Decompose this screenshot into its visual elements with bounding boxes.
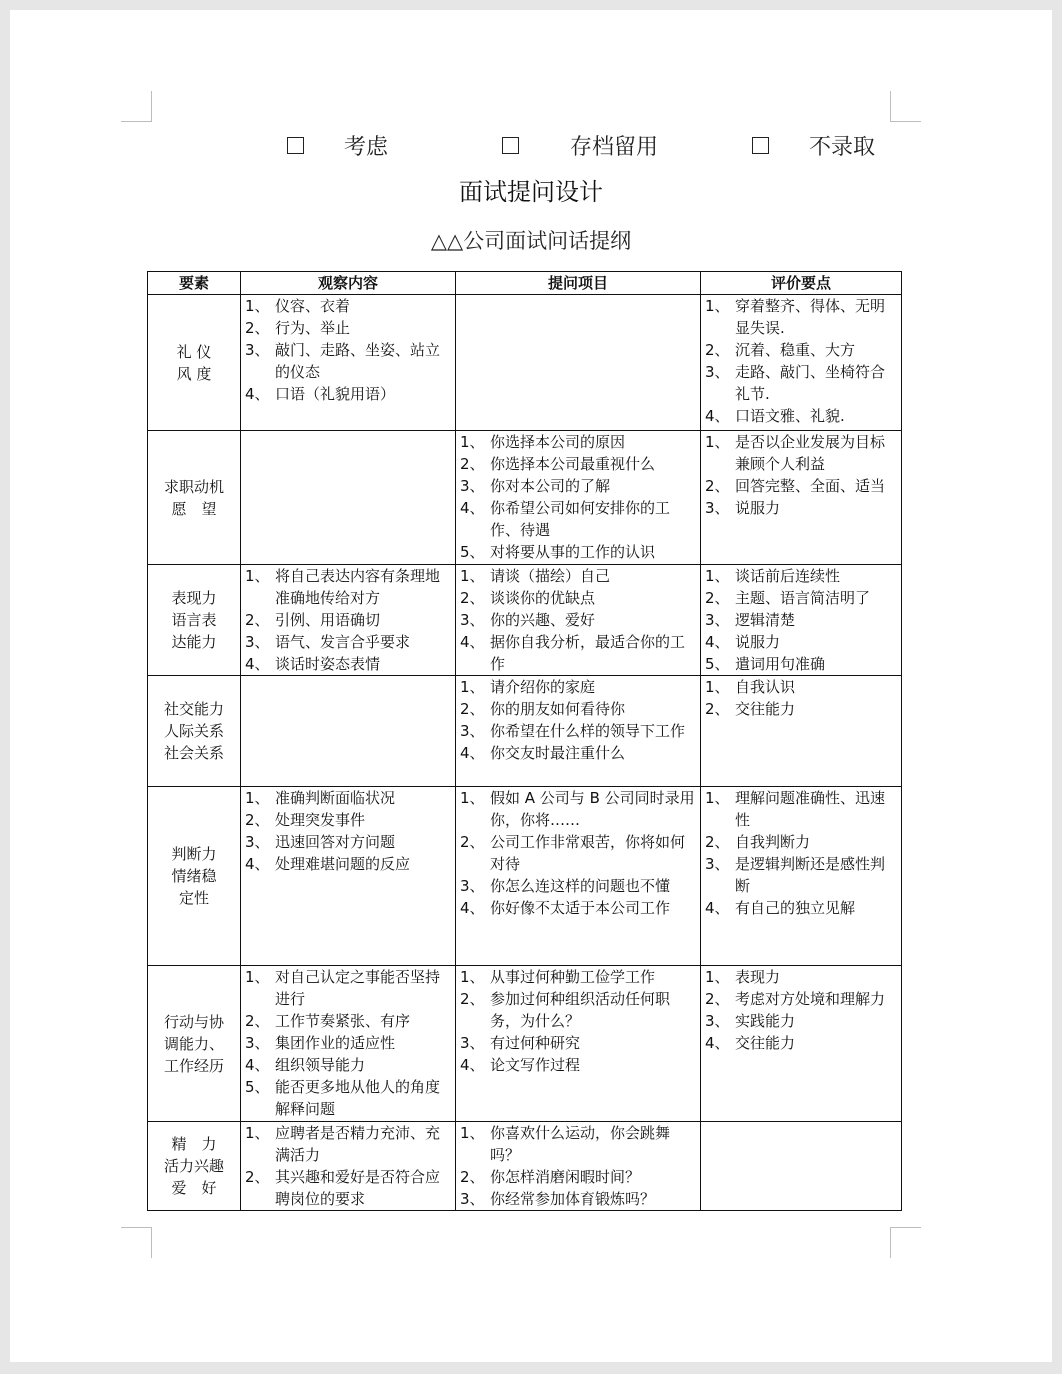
item-number: 3、: [460, 877, 485, 895]
list-item: [460, 720, 696, 742]
item-text: 准确判断面临状况: [275, 789, 396, 807]
table-row: [148, 431, 902, 565]
factor-line: 爱 好: [171, 1179, 217, 1197]
list-item: [460, 1054, 696, 1076]
item-number: 4、: [245, 1056, 270, 1074]
list-item: [460, 787, 696, 831]
item-text: 主题、语言简洁明了: [735, 589, 871, 607]
item-text: 理解问题准确性、迅速性: [735, 789, 886, 829]
observe-list: [245, 787, 451, 875]
factor-cell: [148, 676, 241, 787]
list-item: [705, 676, 897, 698]
list-item: [705, 565, 897, 587]
factor-cell: [148, 431, 241, 565]
item-number: 2、: [705, 477, 730, 495]
list-item: [460, 431, 696, 453]
checkbox-icon[interactable]: [502, 137, 519, 154]
item-text: 谈话前后连续性: [735, 567, 841, 585]
item-number: 2、: [705, 341, 730, 359]
list-item: [460, 831, 696, 875]
item-number: 1、: [245, 297, 270, 315]
list-item: [705, 853, 897, 897]
item-number: 4、: [705, 633, 730, 651]
item-text: 从事过何种勤工俭学工作: [490, 968, 656, 986]
item-number: 2、: [460, 700, 485, 718]
item-text: 将自己表达内容有条理地准确地传给对方: [275, 567, 441, 607]
list-item: [245, 565, 451, 609]
list-item: [460, 676, 696, 698]
header-factor: 要素: [148, 272, 241, 295]
item-number: 1、: [460, 433, 485, 451]
item-text: 处理突发事件: [275, 811, 366, 829]
item-number: 1、: [460, 968, 485, 986]
item-number: 4、: [460, 744, 485, 762]
item-text: 口语文雅、礼貌.: [735, 407, 845, 425]
item-number: 3、: [460, 611, 485, 629]
item-text: 请介绍你的家庭: [490, 678, 596, 696]
list-item: [460, 497, 696, 541]
item-number: 1、: [460, 678, 485, 696]
observe-cell: [241, 676, 456, 787]
item-number: 1、: [705, 968, 730, 986]
list-item: [245, 295, 451, 317]
list-item: [460, 1032, 696, 1054]
list-item: [705, 431, 897, 475]
questions-list: [460, 676, 696, 764]
item-number: 4、: [705, 407, 730, 425]
questions-cell: [456, 1122, 701, 1211]
item-text: 假如 A 公司与 B 公司同时录用你，你将……: [490, 789, 695, 829]
item-text: 你对本公司的了解: [490, 477, 611, 495]
list-item: [460, 875, 696, 897]
item-text: 实践能力: [735, 1012, 796, 1030]
list-item: [705, 475, 897, 497]
questions-cell: [456, 431, 701, 565]
list-item: [245, 1010, 451, 1032]
list-item: [245, 831, 451, 853]
questions-list: [460, 1122, 696, 1210]
item-text: 口语（礼貌用语）: [275, 385, 396, 403]
item-number: 4、: [705, 899, 730, 917]
item-text: 语气、发言合乎要求: [275, 633, 411, 651]
item-number: 4、: [245, 385, 270, 403]
list-item: [460, 1122, 696, 1166]
factor-line: 行动与协: [163, 1012, 224, 1031]
evaluation-list: [705, 966, 897, 1054]
factor-cell: [148, 1122, 241, 1211]
item-text: 交往能力: [735, 1034, 796, 1052]
crop-mark-bottom-right: [890, 1227, 921, 1258]
list-item: [245, 1032, 451, 1054]
item-number: 2、: [460, 990, 485, 1008]
item-text: 说服力: [735, 633, 781, 651]
table-row: [148, 676, 902, 787]
decision-options: [0, 130, 1062, 162]
item-text: 回答完整、全面、适当: [735, 477, 886, 495]
list-item: [245, 631, 451, 653]
questions-cell: [456, 565, 701, 676]
item-text: 集团作业的适应性: [275, 1034, 396, 1052]
item-text: 你交友时最注重什么: [490, 744, 626, 762]
list-item: [460, 587, 696, 609]
list-item: [245, 317, 451, 339]
list-item: [705, 698, 897, 720]
list-item: [460, 453, 696, 475]
observe-list: [245, 295, 451, 405]
item-number: 4、: [460, 1056, 485, 1074]
item-text: 对将要从事的工作的认识: [490, 543, 656, 561]
item-number: 3、: [245, 341, 270, 359]
item-number: 1、: [705, 789, 730, 807]
item-number: 1、: [460, 1124, 485, 1142]
list-item: [460, 966, 696, 988]
item-text: 自我判断力: [735, 833, 811, 851]
list-item: [245, 339, 451, 383]
factor-line: 语言表: [171, 611, 217, 629]
item-text: 考虑对方处境和理解力: [735, 990, 886, 1008]
item-number: 4、: [245, 855, 270, 873]
item-number: 1、: [245, 1124, 270, 1142]
item-number: 1、: [705, 678, 730, 696]
list-item: [245, 787, 451, 809]
evaluation-cell: [701, 565, 902, 676]
item-number: 3、: [460, 477, 485, 495]
questions-list: [460, 431, 696, 563]
list-item: [460, 1166, 696, 1188]
list-item: [245, 383, 451, 405]
observe-list: [245, 966, 451, 1120]
list-item: [245, 1122, 451, 1166]
item-text: 你希望在什么样的领导下工作: [490, 722, 686, 740]
item-text: 你选择本公司的原因: [490, 433, 626, 451]
list-item: [245, 1166, 451, 1210]
item-number: 3、: [705, 611, 730, 629]
list-item: [705, 988, 897, 1010]
item-number: 4、: [460, 899, 485, 917]
item-number: 3、: [705, 855, 730, 873]
item-number: 3、: [245, 633, 270, 651]
observe-cell: [241, 1122, 456, 1211]
list-item: [705, 966, 897, 988]
item-number: 2、: [705, 700, 730, 718]
option-label: 不录取: [809, 135, 876, 160]
questions-cell: [456, 295, 701, 431]
item-text: 应聘者是否精力充沛、充满活力: [275, 1124, 441, 1164]
evaluation-cell: [701, 431, 902, 565]
header-questions: 提问项目: [456, 272, 701, 295]
list-item: [245, 853, 451, 875]
list-item: [705, 295, 897, 339]
header-observe: 观察内容: [241, 272, 456, 295]
evaluation-cell: [701, 966, 902, 1122]
item-text: 你经常参加体育锻炼吗？: [490, 1190, 656, 1208]
item-number: 3、: [460, 1034, 485, 1052]
item-number: 4、: [245, 655, 270, 673]
observe-list: [245, 565, 451, 675]
list-item: [245, 809, 451, 831]
item-number: 5、: [705, 655, 730, 673]
factor-line: 愿 望: [171, 499, 217, 518]
item-text: 公司工作非常艰苦，你将如何对待: [490, 833, 686, 873]
item-number: 1、: [705, 567, 730, 585]
item-number: 1、: [460, 567, 485, 585]
item-text: 能否更多地从他人的角度解释问题: [275, 1078, 441, 1118]
factor-line: 社会关系: [163, 744, 224, 762]
item-text: 沉着、稳重、大方: [735, 341, 856, 359]
item-number: 2、: [245, 1168, 270, 1186]
option-label: 存档留用: [570, 135, 659, 160]
item-text: 你选择本公司最重视什么: [490, 455, 656, 473]
header-evaluation: 评价要点: [701, 272, 902, 295]
factor-line: 人际关系: [163, 722, 224, 740]
interview-outline-table: [147, 271, 902, 1211]
item-number: 4、: [705, 1034, 730, 1052]
factor-line: 调能力、: [163, 1034, 224, 1053]
item-text: 谈谈你的优缺点: [490, 589, 596, 607]
item-text: 你的朋友如何看待你: [490, 700, 626, 718]
item-text: 请谈（描绘）自己: [490, 567, 611, 585]
item-text: 表现力: [735, 968, 781, 986]
factor-cell: [148, 966, 241, 1122]
evaluation-list: [705, 787, 897, 919]
list-item: [705, 631, 897, 653]
list-item: [705, 587, 897, 609]
table-header-row: [148, 272, 902, 295]
item-text: 其兴趣和爱好是否符合应聘岗位的要求: [275, 1168, 441, 1208]
item-text: 逻辑清楚: [735, 611, 796, 629]
item-text: 有过何种研究: [490, 1034, 581, 1052]
item-text: 对自己认定之事能否坚持进行: [275, 968, 441, 1008]
questions-list: [460, 787, 696, 919]
questions-cell: [456, 966, 701, 1122]
item-number: 2、: [245, 1012, 270, 1030]
item-text: 自我认识: [735, 678, 796, 696]
item-number: 3、: [705, 1012, 730, 1030]
checkbox-icon[interactable]: [752, 137, 769, 154]
item-text: 你怎么连这样的问题也不懂: [490, 877, 671, 895]
item-number: 2、: [245, 811, 270, 829]
item-text: 参加过何种组织活动任何职务，为什么？: [490, 990, 671, 1030]
item-number: 1、: [245, 968, 270, 986]
observe-cell: [241, 966, 456, 1122]
crop-mark-top-right: [890, 91, 921, 122]
questions-list: [460, 966, 696, 1076]
checkbox-icon[interactable]: [287, 137, 304, 154]
item-text: 你的兴趣、爱好: [490, 611, 596, 629]
item-number: 2、: [245, 319, 270, 337]
item-number: 2、: [705, 589, 730, 607]
table-row: [148, 295, 902, 431]
observe-cell: [241, 565, 456, 676]
list-item: [460, 698, 696, 720]
factor-line: 表现力: [171, 589, 217, 607]
list-item: [245, 609, 451, 631]
factor-line: 达能力: [171, 633, 217, 651]
factor-cell: [148, 787, 241, 966]
item-number: 2、: [460, 455, 485, 473]
crop-mark-top-left: [121, 91, 152, 122]
item-number: 2、: [705, 833, 730, 851]
table-row: [148, 966, 902, 1122]
list-item: [460, 1188, 696, 1210]
factor-line: 活力兴趣: [163, 1157, 224, 1175]
item-number: 3、: [705, 363, 730, 381]
item-text: 敲门、走路、坐姿、站立的仪态: [275, 341, 441, 381]
factor-line: 社交能力: [163, 700, 224, 718]
factor-line: 定性: [178, 889, 209, 907]
item-number: 1、: [460, 789, 485, 807]
evaluation-cell: [701, 676, 902, 787]
questions-cell: [456, 676, 701, 787]
observe-cell: [241, 295, 456, 431]
factor-line: 情绪稳: [171, 867, 217, 885]
evaluation-list: [705, 676, 897, 720]
item-number: 1、: [705, 297, 730, 315]
evaluation-cell: [701, 295, 902, 431]
item-text: 你希望公司如何安排你的工作、待遇: [490, 499, 671, 539]
item-number: 2、: [460, 589, 485, 607]
item-number: 3、: [460, 722, 485, 740]
evaluation-cell: [701, 787, 902, 966]
list-item: [705, 787, 897, 831]
item-text: 行为、举止: [275, 319, 351, 337]
factor-cell: [148, 295, 241, 431]
evaluation-list: [705, 295, 897, 427]
questions-list: [460, 565, 696, 675]
item-number: 2、: [245, 611, 270, 629]
item-text: 穿着整齐、得体、无明显失误.: [735, 297, 886, 337]
table-row: [148, 787, 902, 966]
list-item: [245, 1054, 451, 1076]
list-item: [460, 565, 696, 587]
observe-list: [245, 1122, 451, 1210]
item-text: 仪容、衣着: [275, 297, 351, 315]
factor-line: 礼 仪: [176, 342, 212, 361]
evaluation-list: [705, 565, 897, 675]
factor-cell: [148, 565, 241, 676]
list-item: [460, 609, 696, 631]
questions-cell: [456, 787, 701, 966]
crop-mark-bottom-left: [121, 1227, 152, 1258]
item-text: 你怎样消磨闲暇时间？: [490, 1168, 641, 1186]
item-text: 谈话时姿态表情: [275, 655, 381, 673]
table-row: [148, 1122, 902, 1211]
list-item: [460, 475, 696, 497]
list-item: [705, 361, 897, 405]
item-number: 1、: [245, 789, 270, 807]
item-number: 2、: [705, 990, 730, 1008]
factor-line: 求职动机: [163, 477, 224, 496]
list-item: [245, 1076, 451, 1120]
list-item: [705, 339, 897, 361]
item-text: 你好像不太适于本公司工作: [490, 899, 671, 917]
item-text: 迅速回答对方问题: [275, 833, 396, 851]
item-number: 2、: [460, 1168, 485, 1186]
item-text: 遣词用句准确: [735, 655, 826, 673]
item-text: 交往能力: [735, 700, 796, 718]
list-item: [705, 609, 897, 631]
item-number: 4、: [460, 499, 485, 517]
table-row: [148, 565, 902, 676]
observe-cell: [241, 787, 456, 966]
item-number: 3、: [460, 1190, 485, 1208]
item-text: 你喜欢什么运动，你会跳舞吗？: [490, 1124, 671, 1164]
factor-line: 工作经历: [163, 1056, 224, 1075]
item-number: 1、: [705, 433, 730, 451]
item-text: 有自己的独立见解: [735, 899, 856, 917]
document-subtitle: △△公司面试问话提纲: [430, 229, 632, 253]
list-item: [705, 653, 897, 675]
document-title: 面试提问设计: [459, 178, 603, 206]
list-item: [245, 966, 451, 1010]
list-item: [705, 1010, 897, 1032]
factor-line: 精 力: [171, 1135, 217, 1153]
list-item: [705, 831, 897, 853]
item-text: 据你自我分析，最适合你的工作: [490, 633, 686, 673]
list-item: [460, 742, 696, 764]
list-item: [460, 631, 696, 675]
factor-line: 风 度: [176, 364, 212, 383]
item-text: 引例、用语确切: [275, 611, 381, 629]
item-number: 5、: [245, 1078, 270, 1096]
item-text: 组织领导能力: [275, 1056, 366, 1074]
list-item: [705, 897, 897, 919]
list-item: [705, 497, 897, 519]
item-text: 处理难堪问题的反应: [275, 855, 411, 873]
item-number: 3、: [245, 833, 270, 851]
list-item: [705, 405, 897, 427]
item-number: 3、: [245, 1034, 270, 1052]
item-number: 1、: [245, 567, 270, 585]
item-text: 论文写作过程: [490, 1056, 581, 1074]
evaluation-list: [705, 431, 897, 519]
option-label: 考虑: [344, 135, 389, 160]
evaluation-cell: [701, 1122, 902, 1211]
item-text: 是否以企业发展为目标兼顾个人利益: [735, 433, 886, 473]
list-item: [705, 1032, 897, 1054]
item-text: 是逻辑判断还是感性判断: [735, 855, 886, 895]
item-number: 3、: [705, 499, 730, 517]
list-item: [460, 988, 696, 1032]
item-text: 工作节奏紧张、有序: [275, 1012, 411, 1030]
item-number: 2、: [460, 833, 485, 851]
list-item: [245, 653, 451, 675]
item-text: 说服力: [735, 499, 781, 517]
list-item: [460, 897, 696, 919]
factor-line: 判断力: [171, 845, 217, 863]
observe-cell: [241, 431, 456, 565]
list-item: [460, 541, 696, 563]
item-number: 4、: [460, 633, 485, 651]
item-text: 走路、敲门、坐椅符合礼节.: [735, 363, 886, 403]
table-body: [148, 295, 902, 1211]
item-number: 5、: [460, 543, 485, 561]
